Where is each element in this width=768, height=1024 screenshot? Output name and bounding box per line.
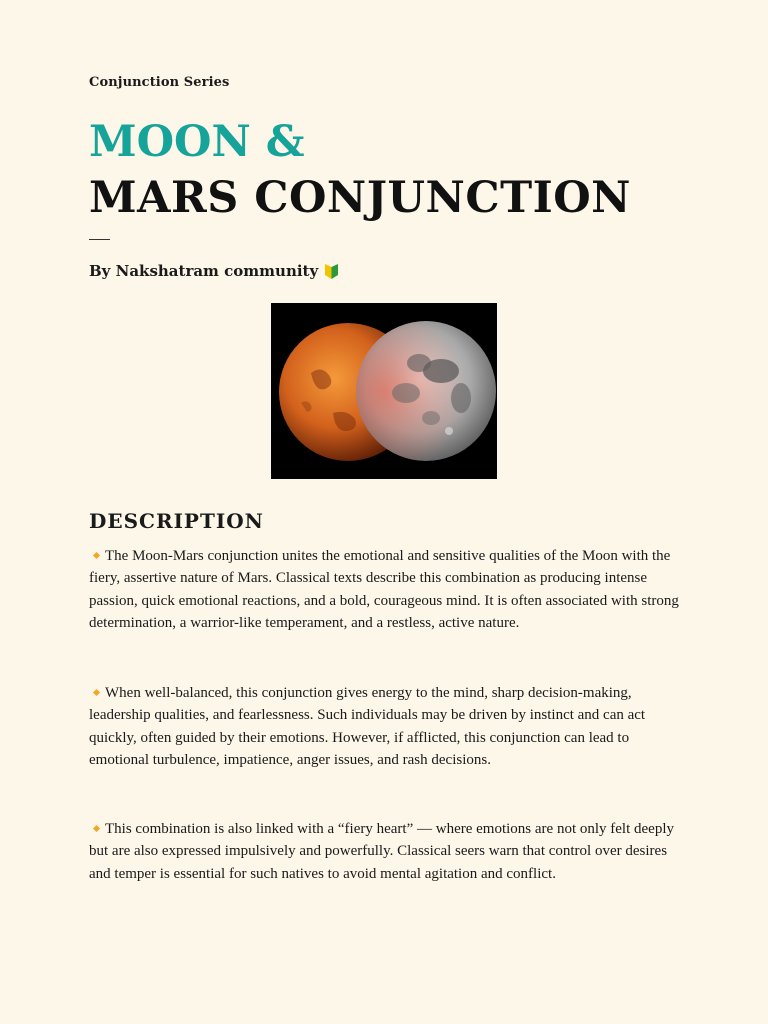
section-heading-description: DESCRIPTION [89, 509, 264, 533]
orange-diamond-icon [93, 825, 100, 832]
orange-diamond-icon [93, 552, 100, 559]
title-moon: MOON & [89, 117, 305, 167]
orange-diamond-icon [93, 689, 100, 696]
paragraph-text: The Moon-Mars conjunction unites the emotional and sensitive qualities of the Moon with the fiery, assertive nature of Mars. Classical texts describe this combination as producing intense passion, quick emotional reactions, and a bold, courageous mind. It is often associated with strong determination, a warrior-like temperament, and a restless, active nature. [89, 548, 679, 631]
title-divider [89, 239, 110, 240]
title-mars-conjunction: MARS CONJUNCTION [89, 173, 631, 223]
series-label: Conjunction Series [89, 75, 230, 90]
paragraph-text: When well-balanced, this conjunction gives energy to the mind, sharp decision-making, leadership qualities, and fearlessness. Such individuals may be driven by instinct and can act quickly, often guided by their emotions. However, if afflicted, this conjunction can lead to emotional turbulence, impatience, anger issues, and rash decisions. [89, 685, 646, 768]
description-paragraph-2 [89, 682, 689, 771]
byline-text: By Nakshatram community [89, 262, 319, 280]
beginner-shield-icon [324, 263, 339, 280]
description-paragraph-3 [89, 818, 689, 885]
moon-mars-image [271, 303, 497, 479]
byline [89, 262, 339, 280]
paragraph-text: This combination is also linked with a “fiery heart” — where emotions are not only felt deeply but are also expressed impulsively and powerfully. Classical seers warn that control over desires and temper is essential for such natives to avoid mental agitation and conflict. [89, 821, 675, 882]
description-paragraph-1 [89, 545, 689, 634]
